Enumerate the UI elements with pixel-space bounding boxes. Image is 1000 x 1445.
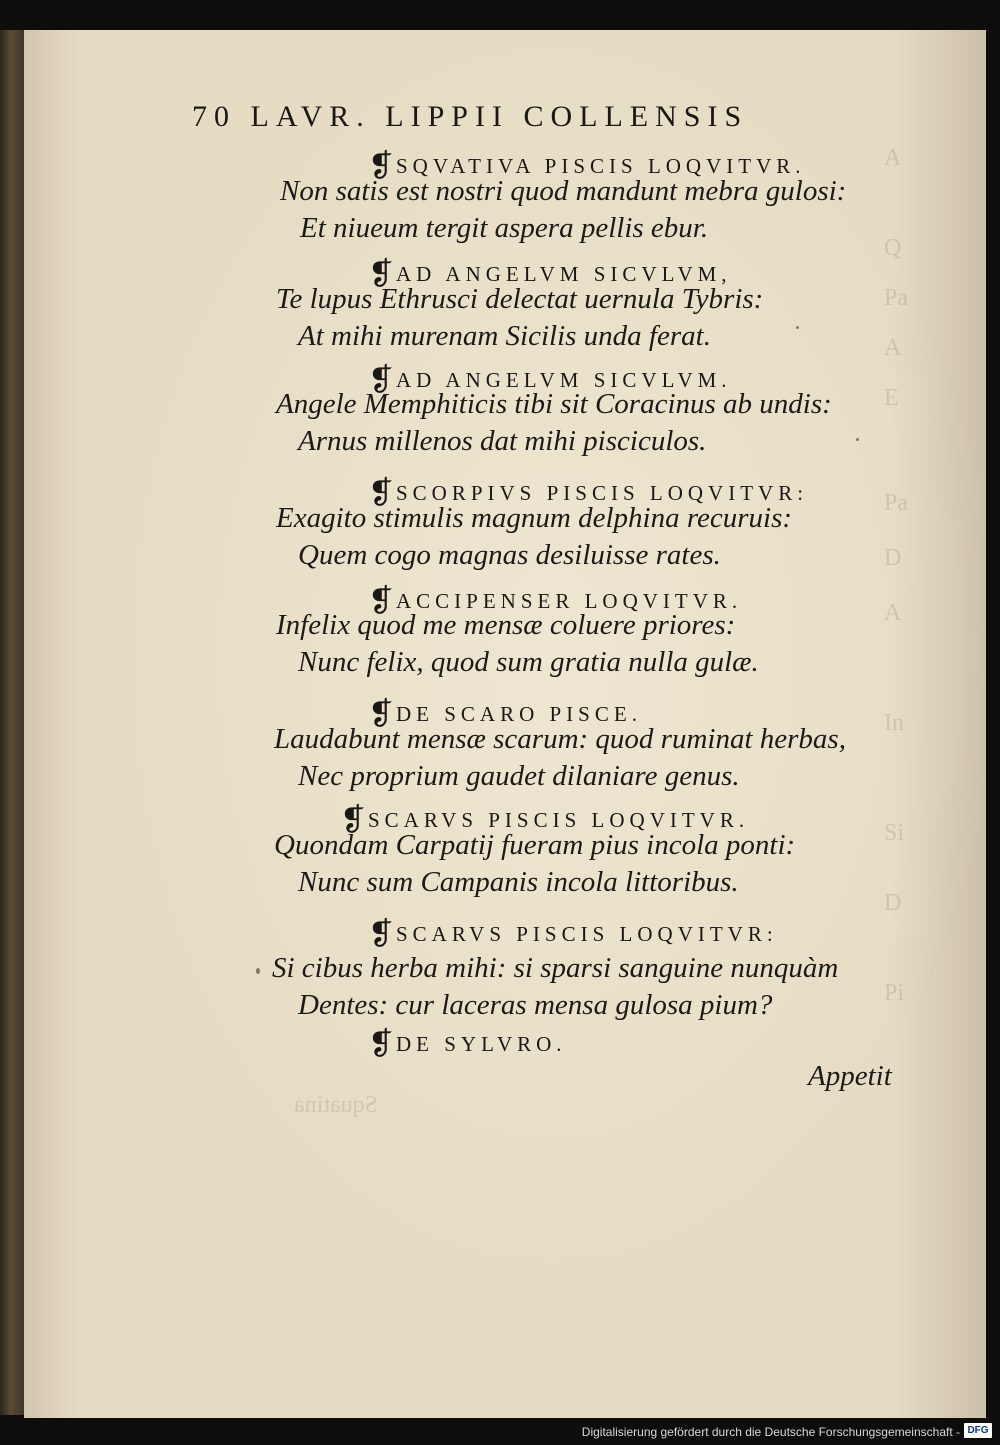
verse-line: Infelix quod me mensæ coluere priores: xyxy=(276,609,736,641)
verse-line: Nunc sum Campanis incola littoribus. xyxy=(298,866,739,898)
poem-heading: ❡AD ANGELVM SICVLVM, xyxy=(368,256,732,291)
book-spine-edge xyxy=(0,30,26,1415)
bleed-through-text: Pa xyxy=(884,285,908,311)
poem-heading: ❡ACCIPENSER LOQVITVR. xyxy=(368,583,743,618)
bleed-through-text: In xyxy=(884,710,904,736)
bleed-through-text: D xyxy=(884,890,902,916)
pilcrow-icon: ❡ xyxy=(368,1026,394,1061)
verse-line: Nec proprium gaudet dilaniare genus. xyxy=(298,760,740,792)
verse-line: Exagito stimulis magnum delphina recuruis: xyxy=(276,502,793,534)
bleed-through-text: D xyxy=(884,545,902,571)
page-number: 70 xyxy=(192,100,236,133)
pilcrow-icon: ❡ xyxy=(368,916,394,951)
poem-heading: ❡SCARVS PISCIS LOQVITVR. xyxy=(340,802,750,837)
funding-note: Digitalisierung gefördert durch die Deutsche Forschungsgemeinschaft - xyxy=(581,1425,960,1439)
ink-speck xyxy=(796,326,799,329)
pilcrow-icon: ❡ xyxy=(340,802,366,837)
ink-speck xyxy=(256,968,260,974)
verse-line: Te lupus Ethrusci delectat uernula Tybris: xyxy=(276,283,764,315)
catchword: Appetit xyxy=(808,1060,892,1092)
pilcrow-icon: ❡ xyxy=(368,696,394,731)
poem-heading: ❡SCARVS PISCIS LOQVITVR: xyxy=(368,916,778,951)
verse-line: Quem cogo magnas desiluisse rates. xyxy=(298,539,721,571)
bleed-through-text: Squatina xyxy=(294,1092,378,1118)
poem-heading: ❡SCORPIVS PISCIS LOQVITVR: xyxy=(368,475,809,510)
pilcrow-icon: ❡ xyxy=(368,475,394,510)
poem-heading: ❡SQVATIVA PISCIS LOQVITVR. xyxy=(368,148,806,183)
verse-line: Angele Memphiticis tibi sit Coracinus ab undis: xyxy=(276,388,832,420)
poem-heading: ❡DE SYLVRO. xyxy=(368,1026,567,1061)
verse-line: Quondam Carpatij fueram pius incola ponti: xyxy=(274,829,796,861)
verse-line: Laudabunt mensæ scarum: quod ruminat herbas, xyxy=(274,723,846,755)
bleed-through-text: Si xyxy=(884,820,905,846)
bleed-through-text: A xyxy=(884,145,902,171)
running-title: LAVR. LIPPII COLLENSIS xyxy=(250,100,749,133)
pilcrow-icon: ❡ xyxy=(368,583,394,618)
pilcrow-icon: ❡ xyxy=(368,148,394,183)
pilcrow-icon: ❡ xyxy=(368,362,394,397)
running-header xyxy=(192,100,748,134)
bleed-through-text: Q xyxy=(884,235,902,261)
verse-line: Arnus millenos dat mihi pisciculos. xyxy=(298,425,707,457)
bleed-through-text: Pa xyxy=(884,490,908,516)
pilcrow-icon: ❡ xyxy=(368,256,394,291)
bleed-through-text: A xyxy=(884,335,902,361)
bleed-through-text: Pi xyxy=(884,980,905,1006)
bleed-through-text: E xyxy=(884,385,899,411)
poem-heading: ❡DE SCARO PISCE. xyxy=(368,696,642,731)
bleed-through-text: A xyxy=(884,600,902,626)
verse-line: At mihi murenam Sicilis unda ferat. xyxy=(298,320,711,352)
verse-line: Et niueum tergit aspera pellis ebur. xyxy=(300,212,709,244)
verse-line: Si cibus herba mihi: si sparsi sanguine nunquàm xyxy=(272,952,839,984)
verse-line: Non satis est nostri quod mandunt mebra gulosi: xyxy=(280,175,847,207)
ink-speck xyxy=(856,438,859,441)
verse-line: Dentes: cur laceras mensa gulosa pium? xyxy=(298,989,773,1021)
poem-heading: ❡AD ANGELVM SICVLVM. xyxy=(368,362,732,397)
dfg-logo: DFG xyxy=(964,1423,992,1438)
verse-line: Nunc felix, quod sum gratia nulla gulæ. xyxy=(298,646,759,678)
